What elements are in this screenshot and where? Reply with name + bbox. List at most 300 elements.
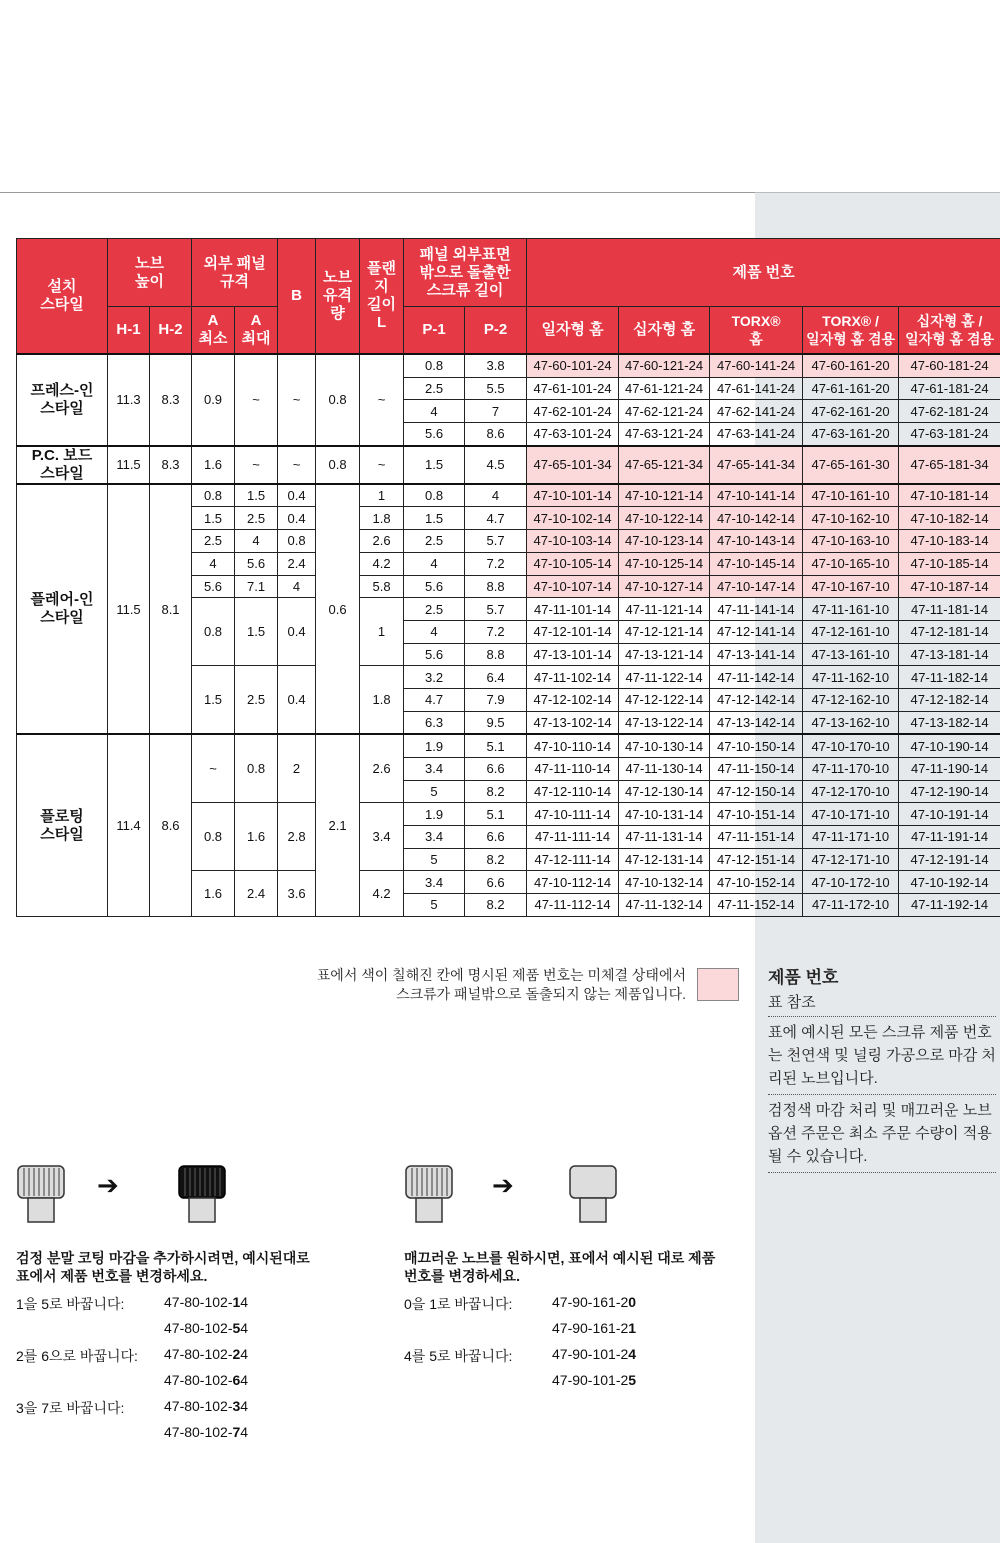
a-min-cell: 1.5 [192,666,235,735]
p2-cell: 8.2 [465,780,527,803]
a-max-cell: 1.6 [235,803,278,871]
part-number-cell: 47-61-161-20 [803,377,899,400]
p2-cell: 5.1 [465,734,527,757]
flange-length-cell: 3.4 [360,803,404,871]
p2-cell: 9.5 [465,711,527,734]
p2-cell: 5.1 [465,803,527,826]
a-min-cell: 1.5 [192,507,235,530]
p2-cell: 7.9 [465,688,527,711]
change-rule-label: 4를 5로 바꿉니다: [404,1348,513,1364]
table-row [17,446,1000,484]
part-number-cell: 47-11-170-10 [803,758,899,781]
b-cell: 2.4 [278,552,316,575]
part-number-cell: 47-10-172-10 [803,871,899,894]
part-number-example [552,1346,636,1362]
h2-cell: 8.3 [150,354,192,446]
header-part-number: 제품 번호 [527,239,1000,307]
header-h2: H-2 [150,307,192,355]
part-number-cell: 47-10-167-10 [803,575,899,598]
part-number-cell: 47-10-123-14 [619,530,710,553]
part-number-cell: 47-10-183-14 [899,530,1000,553]
spec-table [16,238,1000,917]
part-number-prefix: 47-80-102- [164,1346,233,1362]
part-number-cell: 47-65-101-34 [527,446,619,484]
part-number-cell: 47-10-190-14 [899,734,1000,757]
part-number-cell: 47-12-170-10 [803,780,899,803]
h1-cell: 11.5 [108,484,150,735]
p1-cell: 2.5 [404,598,465,621]
p1-cell: 5.6 [404,423,465,446]
legend-swatch [697,968,739,1001]
table-row [17,484,1000,507]
changed-digit: 5 [232,1320,241,1336]
a-min-cell: 1.6 [192,871,235,916]
p1-cell: 4 [404,400,465,423]
p2-cell: 7.2 [465,552,527,575]
p2-cell: 4.5 [465,446,527,484]
p2-cell: 8.8 [465,575,527,598]
changed-digit: 1 [232,1294,241,1310]
part-number-example [164,1398,248,1414]
part-number-example [164,1424,248,1440]
header-flange-length: 플랜지 길이 L [360,239,404,355]
part-number-cell: 47-12-131-14 [619,848,710,871]
part-number-cell: 47-11-122-14 [619,666,710,689]
flange-length-cell: ~ [360,354,404,446]
part-number-cell: 47-60-121-24 [619,354,710,377]
flange-length-cell: 4.2 [360,871,404,916]
part-number-cell: 47-65-181-34 [899,446,1000,484]
header-install-style: 설치 스타일 [17,239,108,355]
black-coating-title-2: 표에서 제품 번호를 변경하세요. [16,1268,208,1284]
part-number-cell: 47-10-143-14 [710,530,803,553]
part-number-prefix: 47-90-161-2 [552,1294,629,1310]
part-number-cell: 47-60-181-24 [899,354,1000,377]
black-knob-icon [177,1164,227,1224]
part-number-suffix: 4 [240,1294,249,1310]
part-number-cell: 47-11-190-14 [899,758,1000,781]
part-number-cell: 47-61-121-24 [619,377,710,400]
part-number-cell: 47-10-122-14 [619,507,710,530]
p2-cell: 8.6 [465,423,527,446]
part-number-suffix: 4 [240,1424,249,1440]
knob-play-cell: 2.1 [316,734,360,916]
a-min-cell: 5.6 [192,575,235,598]
p1-cell: 5 [404,780,465,803]
a-max-cell: ~ [235,446,278,484]
part-number-cell: 47-13-162-10 [803,711,899,734]
part-number-prefix: 47-80-102- [164,1424,233,1440]
part-number-cell: 47-12-122-14 [619,688,710,711]
p1-cell: 4 [404,620,465,643]
p2-cell: 8.8 [465,643,527,666]
a-max-cell: ~ [235,354,278,446]
p2-cell: 6.4 [465,666,527,689]
changed-digit: 0 [628,1294,637,1310]
part-number-cell: 47-11-171-10 [803,826,899,849]
part-number-cell: 47-12-162-10 [803,688,899,711]
part-number-cell: 47-10-141-14 [710,484,803,507]
part-number-prefix: 47-80-102- [164,1372,233,1388]
part-number-cell: 47-12-141-14 [710,620,803,643]
h1-cell: 11.4 [108,734,150,916]
part-number-cell: 47-10-103-14 [527,530,619,553]
p1-cell: 1.5 [404,507,465,530]
flange-length-cell: ~ [360,446,404,484]
sidebar-para-1: 표에 예시된 모든 스크류 제품 번호는 천연색 및 널링 가공으로 마감 처리된 노브입니다. [768,1017,996,1095]
part-number-cell: 47-12-111-14 [527,848,619,871]
header-b: B [278,239,316,355]
part-number-cell: 47-13-122-14 [619,711,710,734]
part-number-cell: 47-10-105-14 [527,552,619,575]
part-number-cell: 47-10-110-14 [527,734,619,757]
flange-length-cell: 2.6 [360,530,404,553]
header-a-min: A 최소 [192,307,235,355]
part-number-cell: 47-11-151-14 [710,826,803,849]
p2-cell: 7 [465,400,527,423]
part-number-cell: 47-60-161-20 [803,354,899,377]
part-number-cell: 47-61-101-24 [527,377,619,400]
part-number-cell: 47-12-102-14 [527,688,619,711]
part-number-cell: 47-10-171-10 [803,803,899,826]
p2-cell: 5.7 [465,598,527,621]
p2-cell: 8.2 [465,894,527,917]
b-cell: 0.4 [278,666,316,735]
part-number-cell: 47-13-102-14 [527,711,619,734]
part-number-cell: 47-11-132-14 [619,894,710,917]
p2-cell: 3.8 [465,354,527,377]
p1-cell: 3.4 [404,826,465,849]
a-max-cell: 1.5 [235,484,278,507]
b-cell: 2.8 [278,803,316,871]
b-cell: ~ [278,354,316,446]
arrow-right-icon: ➔ [97,1170,119,1200]
install-style-cell: P.C. 보드 스타일 [17,446,108,484]
sidebar-subheading: 표 참조 [768,991,996,1017]
header-h1: H-1 [108,307,150,355]
p2-cell: 6.6 [465,758,527,781]
knurled-knob-icon [16,1164,66,1224]
part-number-suffix: 4 [240,1320,249,1336]
part-number-cell: 47-10-191-14 [899,803,1000,826]
change-rule-label: 2를 6으로 바꿉니다: [16,1348,138,1364]
changed-digit: 5 [628,1372,637,1388]
part-number-cell: 47-10-101-14 [527,484,619,507]
part-number-prefix: 47-80-102- [164,1398,233,1414]
b-cell: 2 [278,734,316,803]
top-rule [0,192,755,193]
changed-digit: 4 [628,1346,637,1362]
b-cell: 3.6 [278,871,316,916]
legend-text [240,966,686,1004]
header-panel-spec: 외부 패널 규격 [192,239,278,307]
changed-digit: 2 [232,1346,241,1362]
a-min-cell: 0.8 [192,803,235,871]
install-style-cell: 프레스-인 스타일 [17,354,108,446]
part-number-cell: 47-62-181-24 [899,400,1000,423]
part-number-cell: 47-10-142-14 [710,507,803,530]
p2-cell: 8.2 [465,848,527,871]
black-coating-title [16,1249,310,1285]
part-number-cell: 47-11-131-14 [619,826,710,849]
header-phillips: 십자형 홈 [619,307,710,355]
knob-play-cell: 0.6 [316,484,360,735]
part-number-example [552,1294,636,1310]
part-number-cell: 47-12-181-14 [899,620,1000,643]
arrow-right-icon: ➔ [492,1170,514,1200]
p1-cell: 2.5 [404,530,465,553]
flange-length-cell: 1 [360,484,404,507]
table-row [17,354,1000,377]
header-slot: 일자형 홈 [527,307,619,355]
part-number-example [164,1294,248,1310]
h2-cell: 8.6 [150,734,192,916]
part-number-cell: 47-11-162-10 [803,666,899,689]
h1-cell: 11.3 [108,354,150,446]
part-number-cell: 47-62-161-20 [803,400,899,423]
a-max-cell: 2.5 [235,666,278,735]
part-number-cell: 47-11-152-14 [710,894,803,917]
part-number-cell: 47-63-121-24 [619,423,710,446]
part-number-cell: 47-13-141-14 [710,643,803,666]
changed-digit: 6 [232,1372,241,1388]
part-number-cell: 47-12-121-14 [619,620,710,643]
b-cell: 0.8 [278,530,316,553]
b-cell: 4 [278,575,316,598]
change-rule-label: 1을 5로 바꿉니다: [16,1296,125,1312]
part-number-cell: 47-10-131-14 [619,803,710,826]
part-number-cell: 47-10-162-10 [803,507,899,530]
part-number-cell: 47-63-101-24 [527,423,619,446]
part-number-cell: 47-12-101-14 [527,620,619,643]
a-max-cell: 2.5 [235,507,278,530]
part-number-cell: 47-11-130-14 [619,758,710,781]
part-number-cell: 47-61-181-24 [899,377,1000,400]
h2-cell: 8.1 [150,484,192,735]
part-number-cell: 47-62-121-24 [619,400,710,423]
part-number-cell: 47-10-102-14 [527,507,619,530]
install-style-cell: 플레어-인 스타일 [17,484,108,735]
part-number-cell: 47-13-121-14 [619,643,710,666]
part-number-cell: 47-10-187-14 [899,575,1000,598]
knob-play-cell: 0.8 [316,354,360,446]
legend-line-2: 스크류가 패널밖으로 돌출되지 않는 제품입니다. [396,986,686,1002]
p2-cell: 4.7 [465,507,527,530]
flange-length-cell: 1.8 [360,666,404,735]
part-number-cell: 47-12-182-14 [899,688,1000,711]
part-number-cell: 47-10-182-14 [899,507,1000,530]
part-number-cell: 47-62-141-24 [710,400,803,423]
a-min-cell: 0.8 [192,484,235,507]
a-min-cell: 4 [192,552,235,575]
part-number-cell: 47-10-185-14 [899,552,1000,575]
part-number-cell: 47-10-181-14 [899,484,1000,507]
a-max-cell: 4 [235,530,278,553]
part-number-cell: 47-11-182-14 [899,666,1000,689]
p2-cell: 7.2 [465,620,527,643]
part-number-cell: 47-10-112-14 [527,871,619,894]
p1-cell: 1.9 [404,803,465,826]
p1-cell: 6.3 [404,711,465,734]
changed-digit: 7 [232,1424,241,1440]
sidebar-note [768,965,996,1173]
part-number-cell: 47-10-127-14 [619,575,710,598]
p2-cell: 6.6 [465,826,527,849]
part-number-cell: 47-11-102-14 [527,666,619,689]
flange-length-cell: 4.2 [360,552,404,575]
b-cell: 0.4 [278,507,316,530]
part-number-cell: 47-11-192-14 [899,894,1000,917]
h1-cell: 11.5 [108,446,150,484]
part-number-example [552,1372,636,1388]
part-number-cell: 47-10-147-14 [710,575,803,598]
a-max-cell: 0.8 [235,734,278,803]
part-number-cell: 47-12-130-14 [619,780,710,803]
part-number-example [164,1372,248,1388]
sidebar-heading: 제품 번호 [768,968,839,987]
part-number-cell: 47-12-110-14 [527,780,619,803]
changed-digit: 1 [628,1320,637,1336]
legend-line-1: 표에서 색이 칠해진 칸에 명시된 제품 번호는 미체결 상태에서 [316,967,686,983]
part-number-cell: 47-11-172-10 [803,894,899,917]
part-number-cell: 47-13-181-14 [899,643,1000,666]
part-number-cell: 47-61-141-24 [710,377,803,400]
part-number-cell: 47-13-142-14 [710,711,803,734]
p1-cell: 5.6 [404,643,465,666]
header-screw-length: 패널 외부표면 밖으로 돌출한 스크류 길이 [404,239,527,307]
change-rule-label: 3을 7로 바꿉니다: [16,1400,125,1416]
flange-length-cell: 1 [360,598,404,666]
p1-cell: 1.5 [404,446,465,484]
knob-play-cell: 0.8 [316,446,360,484]
p2-cell: 6.6 [465,871,527,894]
sidebar-para-2: 검정색 마감 처리 및 매끄러운 노브 옵션 주문은 최소 주문 수량이 적용될 수 있습니다. [768,1095,996,1173]
a-min-cell: 2.5 [192,530,235,553]
part-number-cell: 47-10-151-14 [710,803,803,826]
p1-cell: 5 [404,848,465,871]
b-cell: 0.4 [278,484,316,507]
part-number-cell: 47-11-141-14 [710,598,803,621]
part-number-cell: 47-11-191-14 [899,826,1000,849]
part-number-cell: 47-11-142-14 [710,666,803,689]
part-number-cell: 47-11-121-14 [619,598,710,621]
p1-cell: 0.8 [404,484,465,507]
part-number-prefix: 47-90-101-2 [552,1372,629,1388]
part-number-cell: 47-13-101-14 [527,643,619,666]
p2-cell: 5.5 [465,377,527,400]
header-p1: P-1 [404,307,465,355]
part-number-example [164,1346,248,1362]
header-phillips-slot: 십자형 홈 / 일자형 홈 겸용 [899,307,1000,355]
part-number-prefix: 47-80-102- [164,1294,233,1310]
part-number-cell: 47-12-190-14 [899,780,1000,803]
a-max-cell: 2.4 [235,871,278,916]
smooth-knob-icon [568,1164,618,1224]
p1-cell: 1.9 [404,734,465,757]
part-number-cell: 47-10-152-14 [710,871,803,894]
part-number-cell: 47-63-161-20 [803,423,899,446]
part-number-suffix: 4 [240,1346,249,1362]
part-number-prefix: 47-80-102- [164,1320,233,1336]
smooth-knob-title-1: 매끄러운 노브를 원하시면, 표에서 예시된 대로 제품 [404,1250,716,1266]
smooth-knob-title-2: 번호를 변경하세요. [404,1268,520,1284]
part-number-cell: 47-63-141-24 [710,423,803,446]
part-number-cell: 47-11-181-14 [899,598,1000,621]
part-number-cell: 47-10-192-14 [899,871,1000,894]
part-number-cell: 47-12-142-14 [710,688,803,711]
smooth-knob-title [404,1249,715,1285]
header-p2: P-2 [465,307,527,355]
a-min-cell: 0.8 [192,598,235,666]
b-cell: ~ [278,446,316,484]
part-number-cell: 47-63-181-24 [899,423,1000,446]
table-row [17,734,1000,757]
part-number-example [164,1320,248,1336]
flange-length-cell: 5.8 [360,575,404,598]
part-number-cell: 47-10-125-14 [619,552,710,575]
header-knob-play: 노브 유격 량 [316,239,360,355]
header-torx-slot: TORX® / 일자형 홈 겸용 [803,307,899,355]
part-number-cell: 47-12-150-14 [710,780,803,803]
part-number-suffix: 4 [240,1398,249,1414]
part-number-cell: 47-11-150-14 [710,758,803,781]
part-number-cell: 47-65-161-30 [803,446,899,484]
p1-cell: 4.7 [404,688,465,711]
part-number-cell: 47-12-191-14 [899,848,1000,871]
black-coating-title-1: 검정 분말 코팅 마감을 추가하시려면, 예시된대로 [16,1250,310,1266]
part-number-cell: 47-10-111-14 [527,803,619,826]
p1-cell: 4 [404,552,465,575]
changed-digit: 3 [232,1398,241,1414]
knurled-knob-icon [404,1164,454,1224]
change-rule-label: 0을 1로 바꿉니다: [404,1296,513,1312]
p1-cell: 3.4 [404,758,465,781]
flange-length-cell: 1.8 [360,507,404,530]
a-min-cell: ~ [192,734,235,803]
part-number-cell: 47-12-161-10 [803,620,899,643]
part-number-prefix: 47-90-101-2 [552,1346,629,1362]
part-number-cell: 47-11-161-10 [803,598,899,621]
header-knob-height: 노브 높이 [108,239,192,307]
p1-cell: 2.5 [404,377,465,400]
part-number-cell: 47-10-170-10 [803,734,899,757]
part-number-cell: 47-62-101-24 [527,400,619,423]
p1-cell: 5 [404,894,465,917]
part-number-cell: 47-10-163-10 [803,530,899,553]
p1-cell: 5.6 [404,575,465,598]
p1-cell: 3.4 [404,871,465,894]
install-style-cell: 플로팅 스타일 [17,734,108,916]
b-cell: 0.4 [278,598,316,666]
part-number-cell: 47-65-141-34 [710,446,803,484]
part-number-cell: 47-13-161-10 [803,643,899,666]
part-number-cell: 47-12-171-10 [803,848,899,871]
a-min-cell: 1.6 [192,446,235,484]
header-torx: TORX® 홈 [710,307,803,355]
p2-cell: 4 [465,484,527,507]
part-number-cell: 47-10-145-14 [710,552,803,575]
a-min-cell: 0.9 [192,354,235,446]
part-number-cell: 47-10-130-14 [619,734,710,757]
part-number-cell: 47-10-132-14 [619,871,710,894]
part-number-example [552,1320,636,1336]
a-max-cell: 1.5 [235,598,278,666]
part-number-cell: 47-11-110-14 [527,758,619,781]
header-a-max: A 최대 [235,307,278,355]
part-number-cell: 47-60-101-24 [527,354,619,377]
part-number-prefix: 47-90-161-2 [552,1320,629,1336]
part-number-suffix: 4 [240,1372,249,1388]
